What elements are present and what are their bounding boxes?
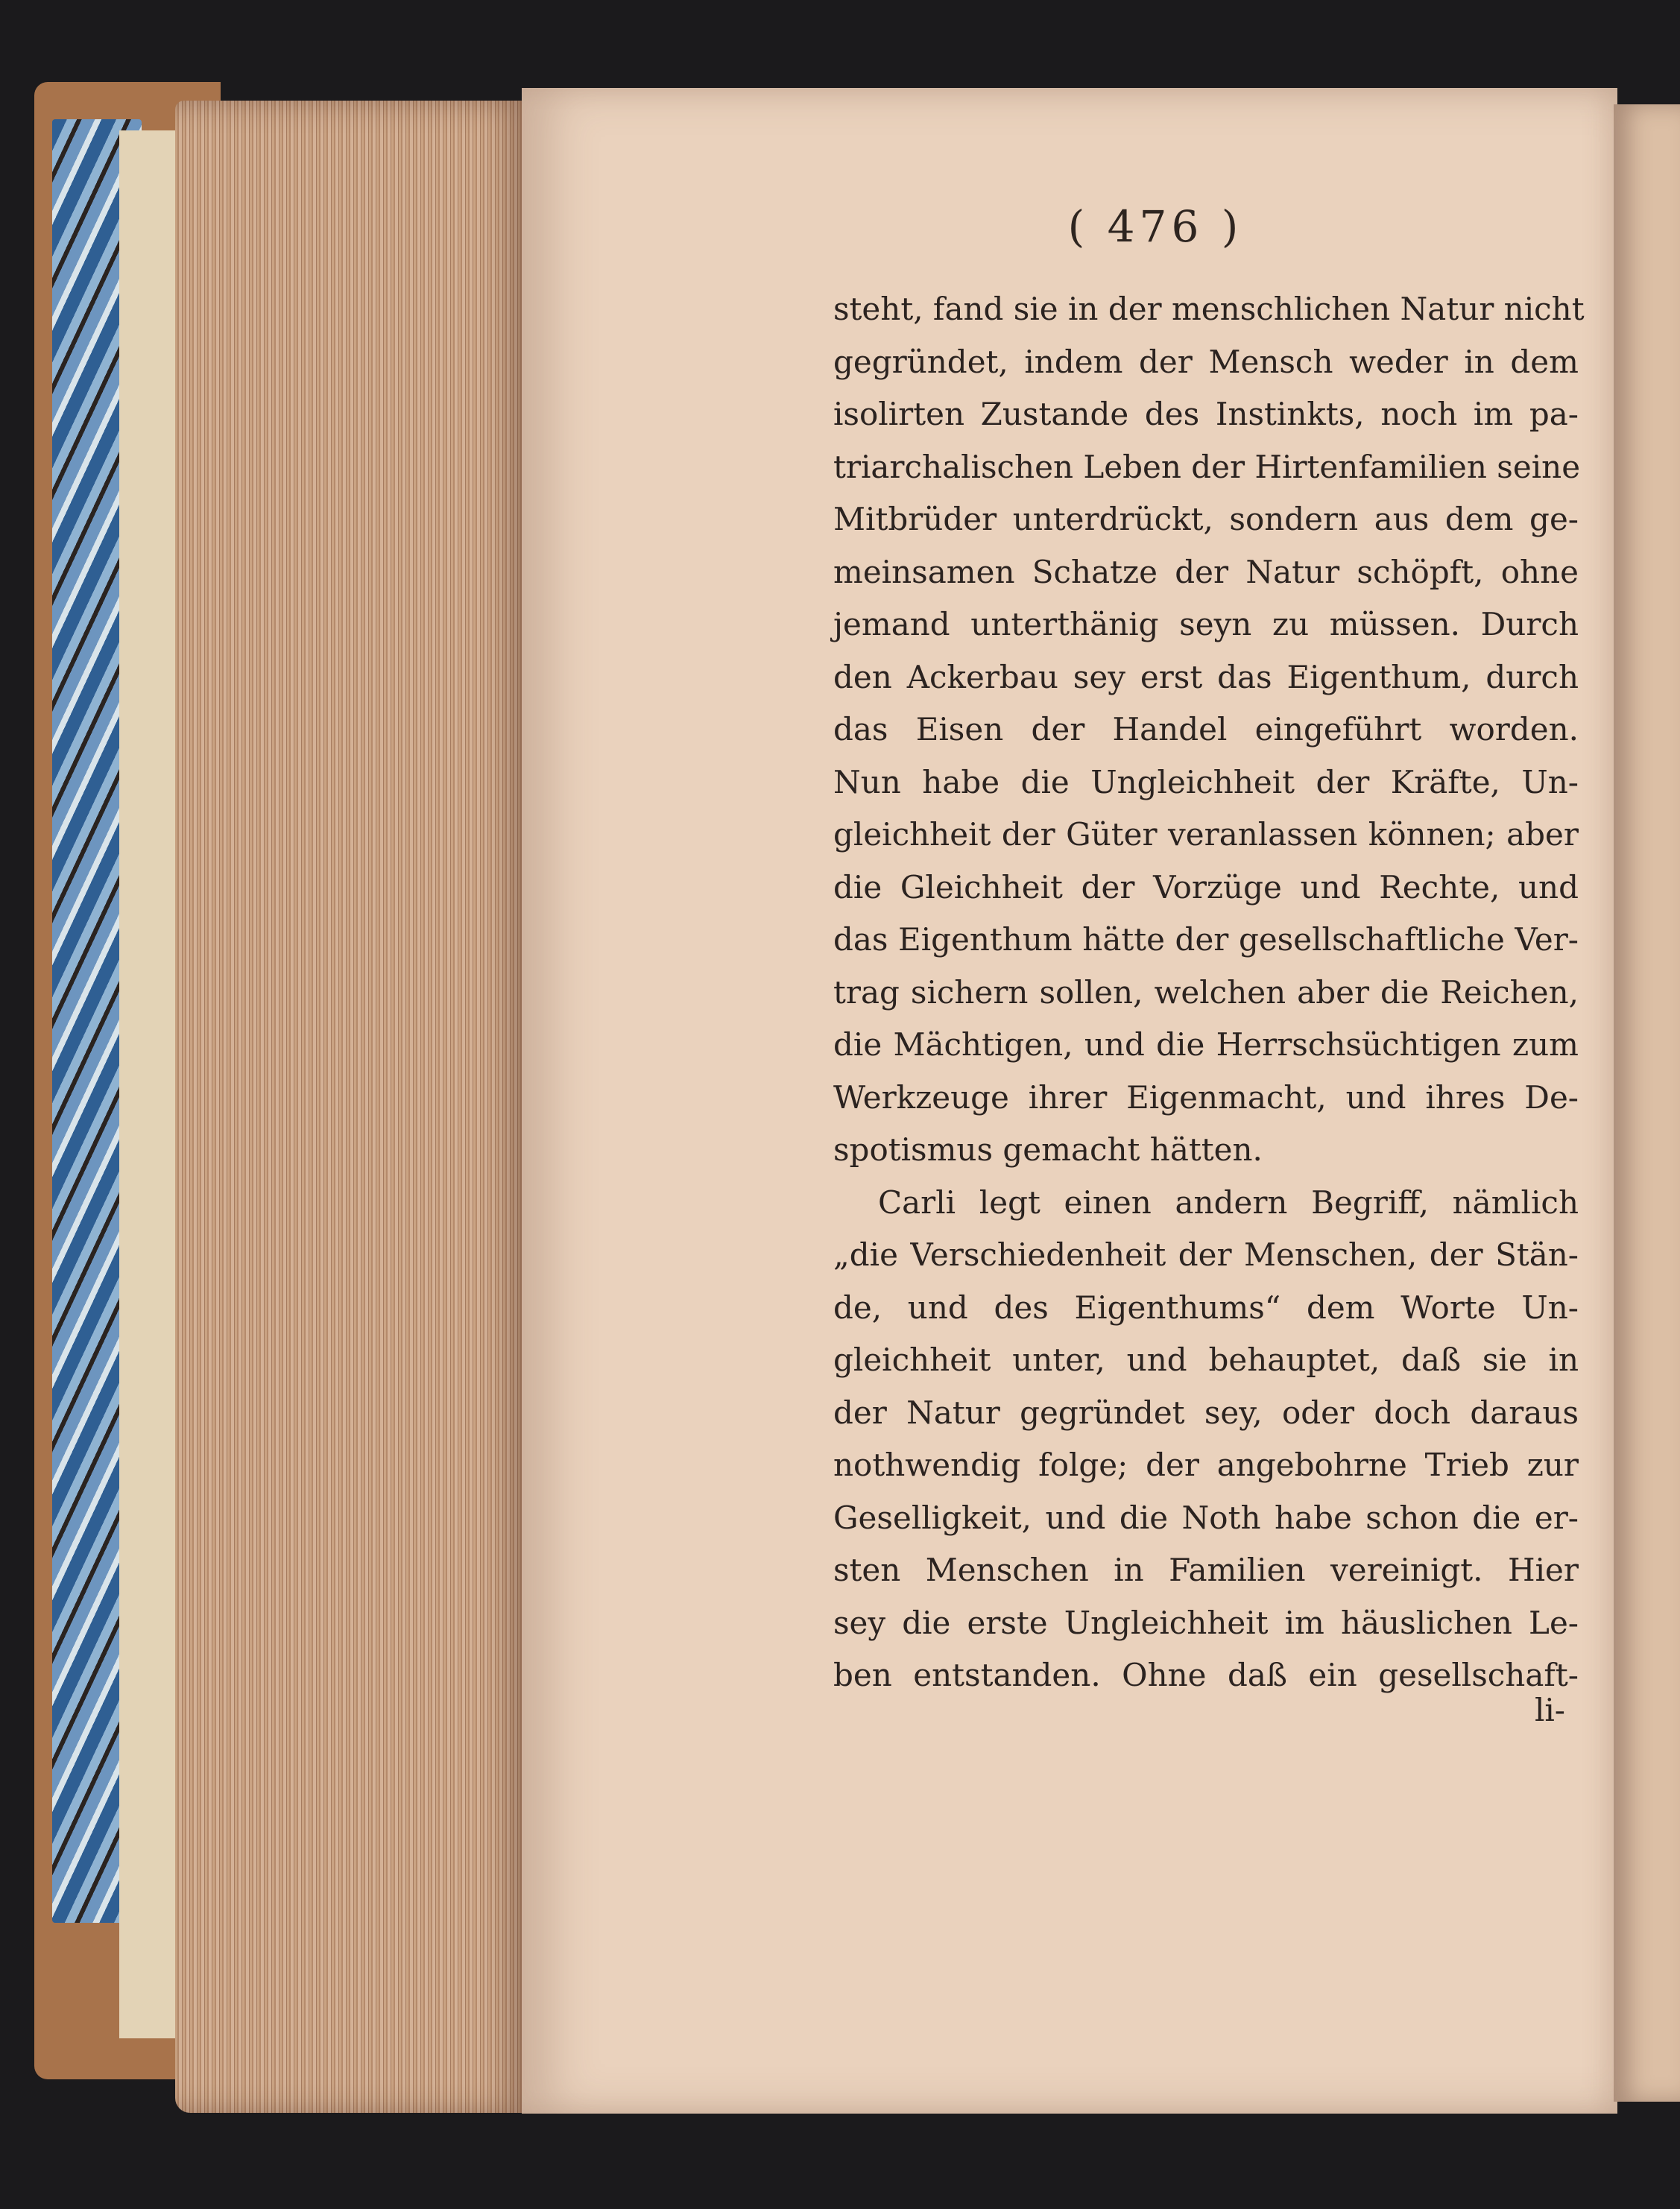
text-line: gleichheit unter, und behauptet, daß sie in — [833, 1341, 1579, 1378]
text-line: trag sichern sollen, welchen aber die Reichen, — [833, 973, 1579, 1011]
page-text — [833, 283, 1585, 1702]
text-line: Nun habe die Ungleichheit der Kräfte, Un- — [833, 763, 1579, 800]
text-line: isolirten Zustande des Instinkts, noch im pa- — [833, 396, 1579, 432]
text-line: „die Verschiedenheit der Menschen, der Stän- — [833, 1236, 1579, 1273]
text-line: sten Menschen in Familien vereinigt. Hier — [833, 1552, 1579, 1588]
page-edges — [175, 101, 533, 2113]
text-line: ben entstanden. Ohne daß ein gesellschaft- — [833, 1657, 1579, 1693]
text-line: die Mächtigen, und die Herrschsüchtigen zum — [833, 1026, 1579, 1063]
text-line: triarchalischen Leben der Hirtenfamilien seine — [833, 448, 1581, 485]
text-line: das Eisen der Handel eingeführt worden. — [833, 711, 1579, 748]
text-line: der Natur gegründet sey, oder doch daraus — [833, 1394, 1579, 1431]
text-line: das Eigenthum hätte der gesellschaftliche Ver- — [833, 921, 1579, 958]
text-line: gleichheit der Güter veranlassen können; aber — [833, 816, 1579, 853]
text-line: Carli legt einen andern Begriff, nämlich — [878, 1183, 1579, 1221]
text-line: de, und des Eigenthums“ dem Worte Un- — [833, 1289, 1579, 1326]
text-line: Mitbrüder unterdrückt, sondern aus dem ge- — [833, 501, 1579, 537]
catchword: li- — [1534, 1692, 1565, 1728]
text-line: nothwendig folge; der angebohrne Trieb zur — [833, 1447, 1579, 1483]
page-number: ( 476 ) — [1067, 201, 1243, 252]
text-line: jemand unterthänig seyn zu müssen. Durch — [833, 606, 1579, 642]
text-line: gegründet, indem der Mensch weder in dem — [833, 343, 1579, 380]
text-line: steht, fand sie in der menschlichen Natur nicht — [833, 291, 1585, 327]
text-line: Werkzeuge ihrer Eigenmacht, und ihres De- — [833, 1078, 1579, 1116]
text-line: spotismus gemacht hätten. — [833, 1131, 1263, 1168]
text-line: meinsamen Schatze der Natur schöpft, ohne — [833, 553, 1579, 590]
text-line: Geselligkeit, und die Noth habe schon die er- — [833, 1499, 1579, 1536]
facing-page-edge — [1614, 104, 1680, 2102]
text-line: den Ackerbau sey erst das Eigenthum, durch — [833, 658, 1579, 695]
text-line: sey die erste Ungleichheit im häuslichen Le- — [833, 1604, 1579, 1641]
text-line: die Gleichheit der Vorzüge und Rechte, und — [833, 868, 1579, 906]
